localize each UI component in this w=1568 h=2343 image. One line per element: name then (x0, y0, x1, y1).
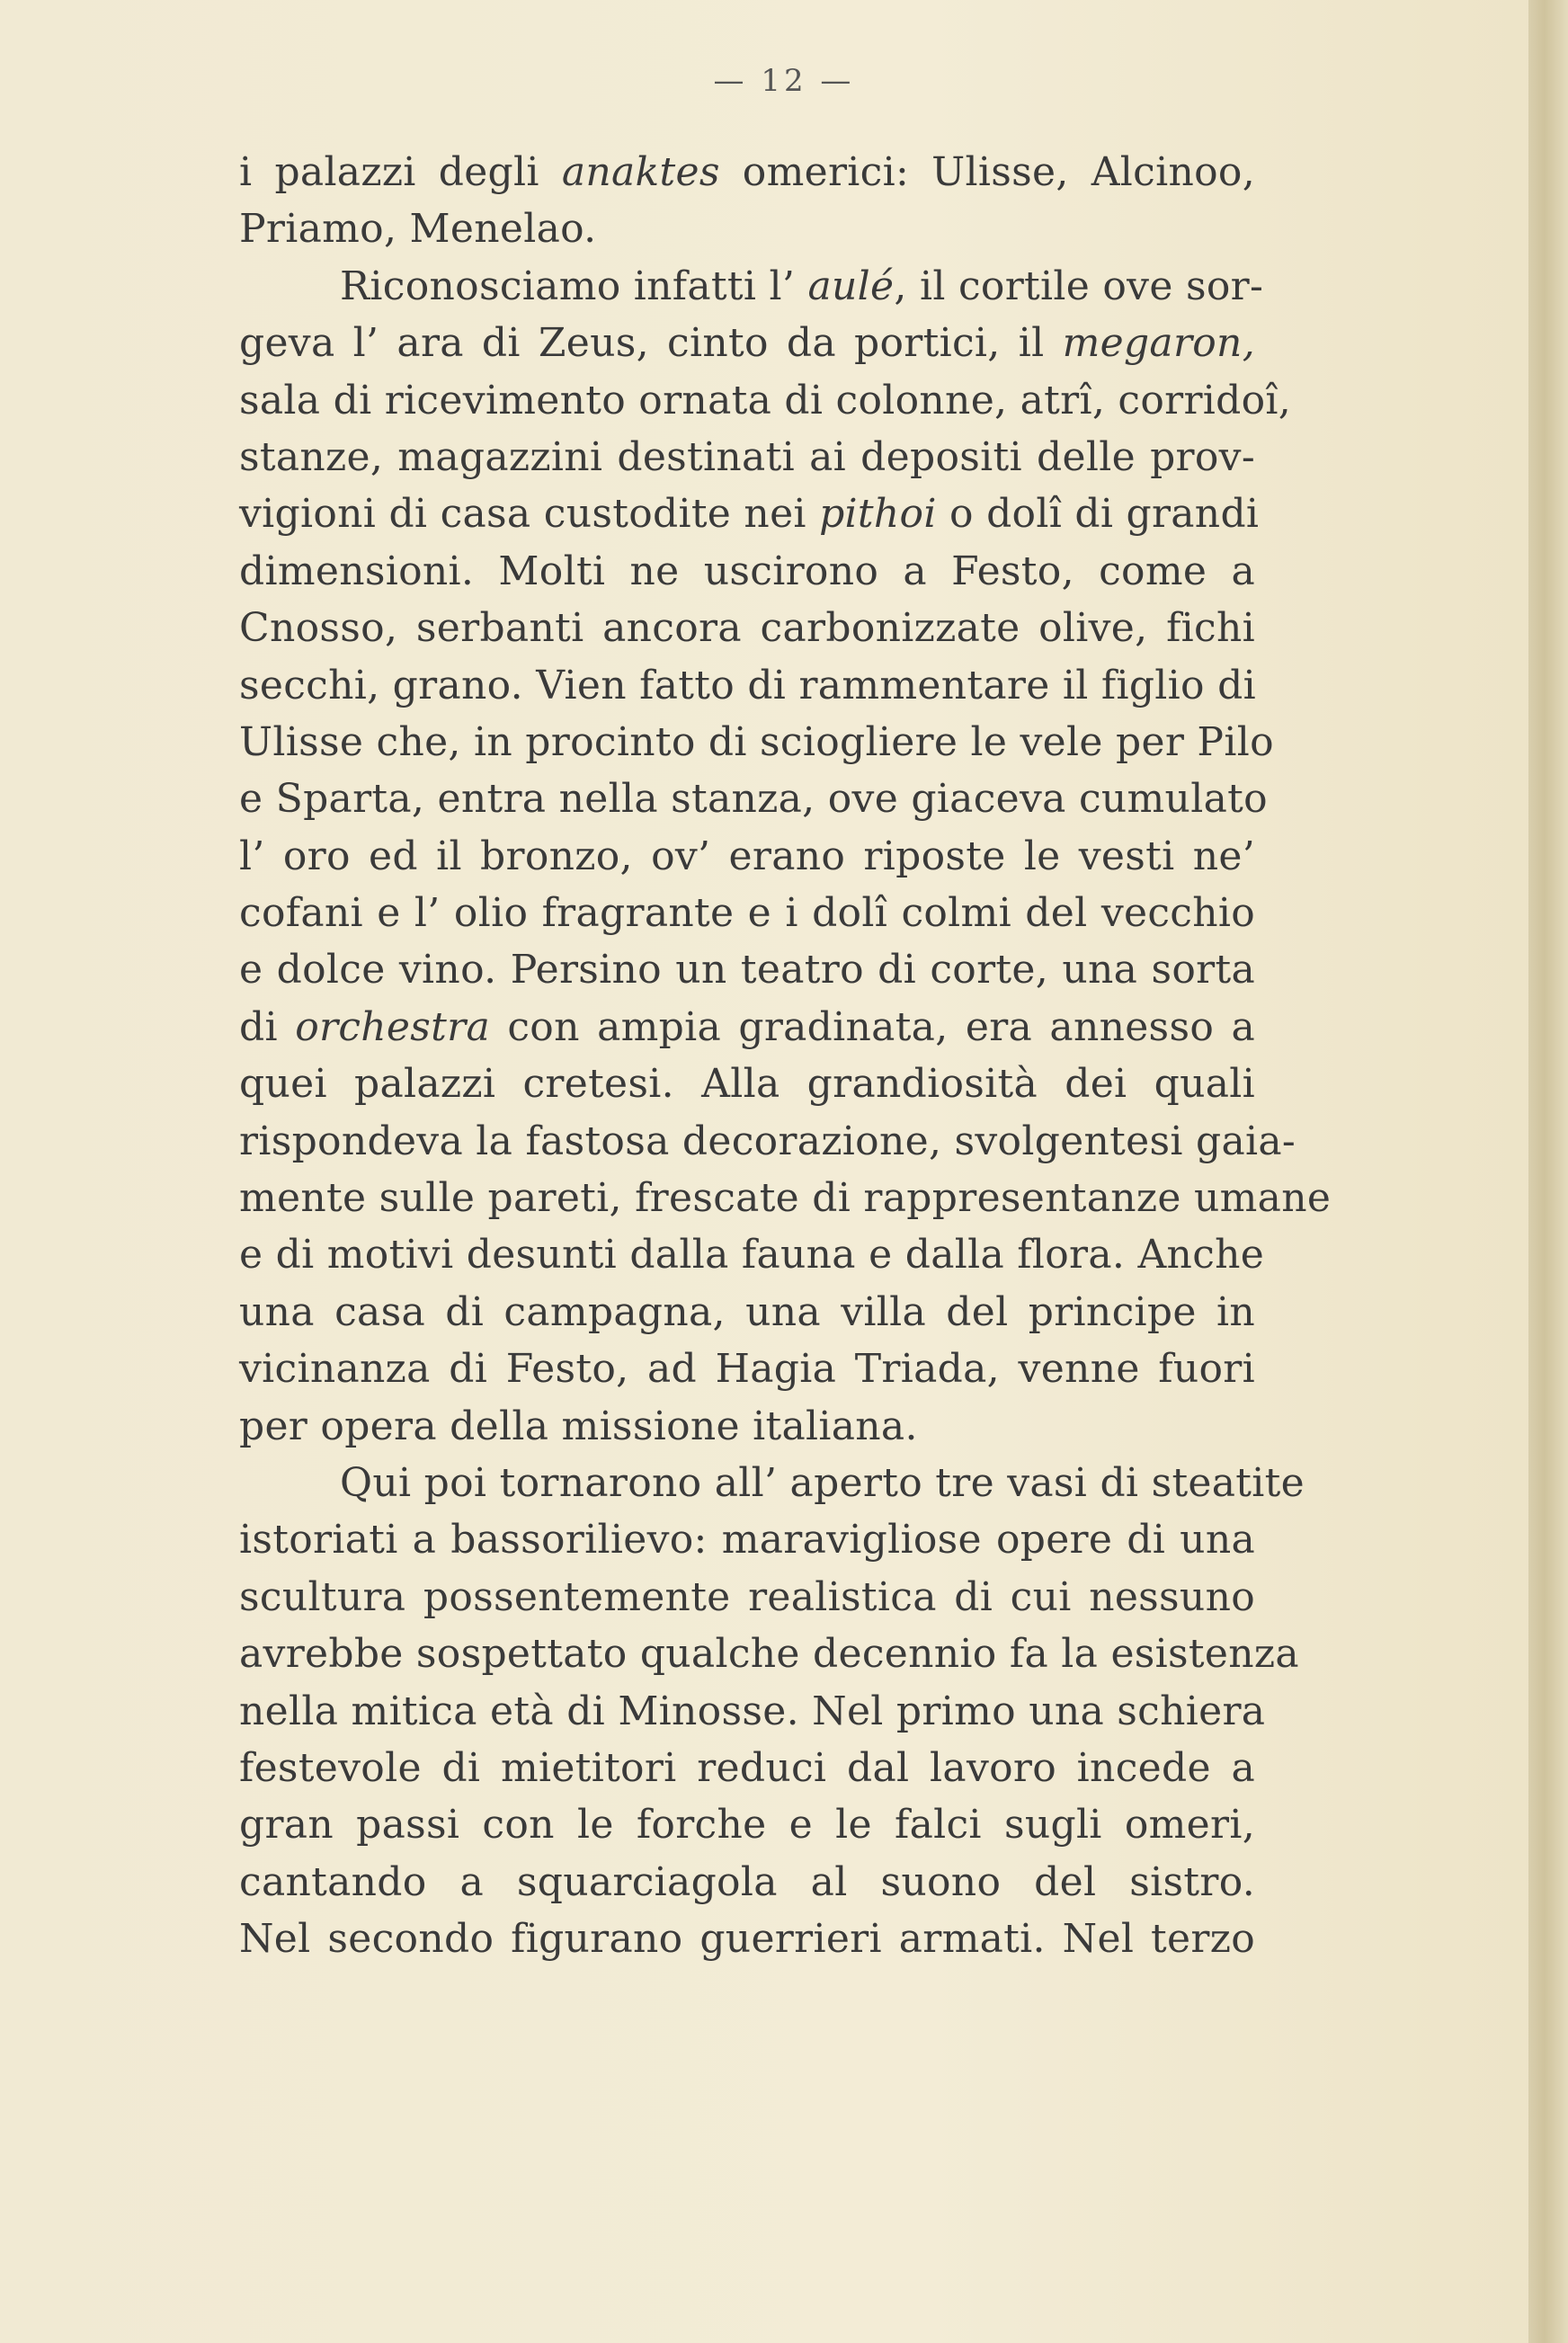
text-run: vicinanza di Festo, ad Hagia Triada, venne fuori (239, 1346, 1255, 1393)
italic-term: aulé (807, 263, 895, 309)
italic-term: pithoi (819, 491, 937, 538)
text-line (239, 941, 1255, 998)
text-run: l’ oro ed il bronzo, ov’ erano riposte le vesti ne’ (239, 833, 1255, 879)
text-run: stanze, magazzini destinati ai depositi delle prov- (239, 433, 1255, 480)
text-line (239, 315, 1255, 371)
text-line (239, 1398, 1255, 1455)
text-run: omerici: Ulisse, Alcinoo, (719, 149, 1255, 195)
text-line (239, 1056, 1255, 1112)
text-line (239, 543, 1255, 600)
text-run: sala di ricevimento ornata di colonne, atrî, corridoî, (239, 377, 1292, 423)
text-run: vigioni di casa custodite nei (239, 491, 820, 538)
page-number: — 12 — (713, 63, 855, 99)
text-line (239, 429, 1255, 486)
text-line (239, 1113, 1296, 1170)
text-line (239, 1511, 1255, 1568)
text-line (239, 200, 1255, 257)
text-line (239, 486, 1260, 542)
text-line (239, 828, 1255, 885)
italic-term: megaron, (1062, 320, 1255, 367)
text-line (239, 714, 1274, 771)
text-run: secchi, grano. Vien fatto di rammentare il figlio di (239, 662, 1256, 708)
text-run: geva l’ ara di Zeus, cinto da portici, il (239, 320, 1063, 367)
text-line (239, 258, 1264, 315)
text-line (239, 885, 1255, 941)
text-run: per opera della missione italiana. (239, 1403, 918, 1449)
italic-term: orchestra (295, 1003, 490, 1050)
text-run: una casa di campagna, una villa del principe in (239, 1288, 1255, 1335)
page-edge (1528, 0, 1568, 2343)
text-run: di (239, 1003, 296, 1050)
text-line (239, 1854, 1255, 1911)
text-run: e Sparta, entra nella stanza, ove giaceva cumulato (239, 776, 1268, 823)
text-line (239, 1226, 1265, 1283)
text-run: quei palazzi cretesi. Alla grandiosità dei quali (239, 1061, 1255, 1108)
text-run: avrebbe sospettato qualche decennio fa la esistenza (239, 1631, 1299, 1678)
text-line (239, 1740, 1255, 1796)
text-run: nella mitica età di Minosse. Nel primo una schiera (239, 1688, 1266, 1734)
text-run: e dolce vino. Persino un teatro di corte, una sorta (239, 947, 1255, 993)
text-line (239, 1683, 1266, 1740)
text-run: o dolî di grandi (936, 491, 1260, 538)
text-line (239, 1569, 1255, 1626)
text-run: rispondeva la fastosa decorazione, svolgentesi gaia- (239, 1118, 1296, 1164)
text-line (239, 771, 1268, 827)
text-run: cofani e l’ olio fragrante e i dolî colmi del vecchio (239, 890, 1255, 937)
text-line (239, 1170, 1332, 1226)
body-text (239, 144, 1332, 1968)
text-run: dimensioni. Molti ne uscirono a Festo, come a (239, 548, 1255, 594)
text-run: cantando a squarciagola al suono del sistro. (239, 1858, 1255, 1905)
text-run: i palazzi degli (239, 149, 562, 195)
text-line (239, 144, 1255, 200)
text-run: Qui poi tornarono all’ aperto tre vasi di steatite (340, 1459, 1305, 1506)
text-line (239, 600, 1255, 656)
text-line (239, 1455, 1305, 1511)
text-line (239, 1796, 1255, 1853)
text-run: istoriati a bassorilievo: maravigliose opere di una (239, 1517, 1255, 1563)
text-run: festevole di mietitori reduci dal lavoro incede a (239, 1744, 1255, 1791)
text-line (239, 1284, 1255, 1341)
text-run: , il cortile ove sor- (894, 263, 1264, 309)
text-run: con ampia gradinata, era annesso a (489, 1003, 1256, 1050)
text-run: Riconosciamo infatti l’ (340, 263, 808, 309)
text-line (239, 372, 1292, 429)
text-run: Ulisse che, in procinto di sciogliere le vele per Pilo (239, 718, 1274, 765)
text-line (239, 1626, 1299, 1682)
text-run: Cnosso, serbanti ancora carbonizzate olive, fichi (239, 605, 1255, 652)
text-line (239, 999, 1255, 1056)
text-run: mente sulle pareti, frescate di rappresentanze umane (239, 1175, 1332, 1222)
text-line (239, 657, 1255, 714)
text-run: Priamo, Menelao. (239, 206, 597, 253)
text-line (239, 1341, 1255, 1397)
italic-term: anaktes (561, 149, 720, 195)
text-line (239, 1911, 1255, 1967)
text-run: scultura possentemente realistica di cui nessuno (239, 1573, 1255, 1620)
text-run: Nel secondo figurano guerrieri armati. Nel terzo (239, 1916, 1255, 1963)
text-run: gran passi con le forche e le falci sugli omeri, (239, 1802, 1255, 1849)
text-run: e di motivi desunti dalla fauna e dalla flora. Anche (239, 1232, 1265, 1278)
